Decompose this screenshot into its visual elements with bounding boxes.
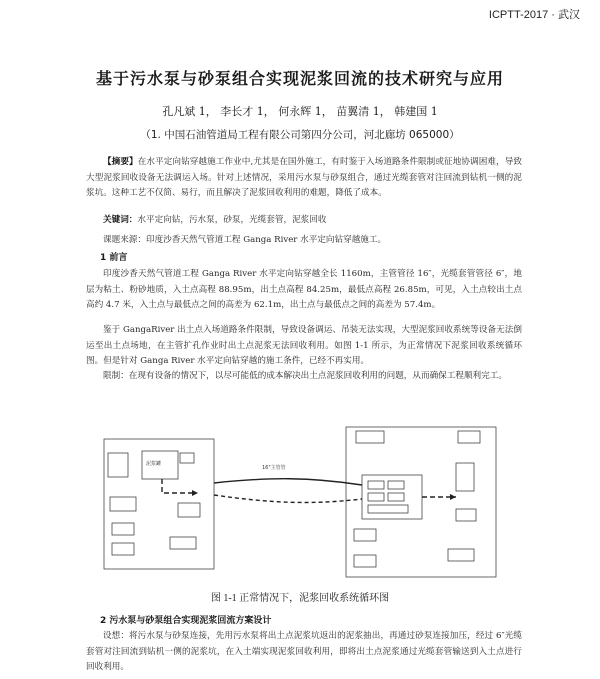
funding-source bbox=[86, 233, 522, 249]
abstract-text: 在水平定向钻穿越施工作业中,尤其是在国外施工，有时鉴于入场道路条件限制或征地协调困难，导致大型泥浆回收设备无法调运入场。针对上述情况，采用污水泵与砂泵组合，通过光缆套管对注回流到钻机一侧的泥浆坑。这种工艺不仅简、易行，而且解决了泥浆回收利用的难题，降低了成本。 bbox=[86, 157, 522, 198]
pipe-label: 16"主管管 bbox=[262, 465, 286, 471]
right-unit-c bbox=[368, 493, 384, 501]
conference-header: ICPTT-2017 · 武汉 bbox=[488, 9, 580, 21]
source-text: 印度沙香天然气管道工程 Ganga River 水平定向钻穿越施工。 bbox=[145, 235, 387, 245]
entry-site-area bbox=[104, 439, 214, 569]
arrow-right bbox=[450, 494, 456, 500]
left-return-line bbox=[162, 479, 192, 493]
abstract bbox=[86, 155, 522, 202]
right-unit-e bbox=[368, 505, 408, 513]
right-unit-f bbox=[456, 509, 476, 521]
left-control-box bbox=[180, 453, 194, 463]
cable-casing-line bbox=[214, 495, 362, 502]
mud-circulation-diagram bbox=[100, 425, 500, 583]
right-unit-g bbox=[354, 529, 376, 541]
right-tank-top bbox=[356, 431, 384, 443]
left-unit-b bbox=[112, 523, 134, 535]
affiliation: （1. 中国石油管道局工程有限公司第四分公司，河北廊坊 065000） bbox=[140, 129, 460, 141]
left-unit-c bbox=[112, 543, 134, 555]
exit-site-area bbox=[346, 427, 496, 577]
left-equipment bbox=[108, 453, 128, 477]
source-label: 课题来源： bbox=[103, 235, 146, 245]
section-1-paragraph-1: 印度沙香天然气管道工程 Ganga River 水平定向钻穿越全长 1160m，主管管径 16″，光缆套管管径 6″，地层为粘土、粉砂地质，入土点高程 88.95m，出土点高程 84.25m，最低点高程 26.85m，可见，入土点较出土点高约 4.7 米，入土点与最低点之间的高差为 62.1m，出土点与最低点之间的高差为 57.4m。 bbox=[86, 269, 522, 310]
figure-caption: 图 1-1 正常情况下，泥浆回收系统循环图 bbox=[210, 593, 390, 604]
tank-label: 泥浆罐 bbox=[146, 461, 162, 467]
right-unit-b bbox=[388, 481, 404, 489]
left-unit-a bbox=[110, 497, 136, 511]
section-2-paragraph-1: 设想：将污水泵与砂泵连接，先用污水泵将出土点泥浆坑返出的泥浆抽出，再通过砂泵连接加压，经过 6″光缆套管对注回流到钻机一侧的泥浆坑，在入土端实现泥浆回收利用，即将出土点泥浆通过光缆套管输送到入土点进行回收利用。 bbox=[86, 631, 522, 672]
authors: 孔凡斌 1， 李长才 1， 何永辉 1， 苗翼清 1， 韩建国 1 bbox=[162, 105, 438, 118]
flow-arrows bbox=[192, 490, 456, 500]
paper-title: 基于污水泵与砂泵组合实现泥浆回流的技术研究与应用 bbox=[95, 69, 504, 88]
right-pump bbox=[456, 463, 474, 491]
main-pipe-line bbox=[214, 479, 362, 485]
right-box-top bbox=[458, 431, 480, 443]
right-unit-d bbox=[388, 493, 404, 501]
right-unit-h bbox=[354, 555, 376, 567]
section-1-heading: 1 前言 bbox=[100, 253, 128, 263]
right-unit-a bbox=[368, 481, 384, 489]
keywords-label: 关键词： bbox=[103, 215, 138, 225]
section-1-paragraph-3: 限制：在现有设备的情况下，以尽可能低的成本解决出土点泥浆回收利用的问题，从而确保工程顺利完工。 bbox=[103, 371, 507, 381]
left-unit-d bbox=[178, 503, 200, 517]
section-2-heading: 2 污水泵与砂泵组合实现泥浆回流方案设计 bbox=[100, 616, 272, 626]
right-unit-i bbox=[448, 549, 474, 561]
abstract-label: 【摘要】 bbox=[103, 157, 138, 167]
right-recovery-system bbox=[362, 475, 422, 519]
keywords-text: 水平定向钻，污水泵，砂泵，光缆套管，泥浆回收 bbox=[137, 215, 327, 225]
keywords bbox=[86, 213, 522, 229]
arrow-left bbox=[192, 490, 198, 496]
left-unit-e bbox=[170, 537, 196, 549]
section-1-paragraph-2: 鉴于 GangaRiver 出土点入场道路条件限制，导致设备调运、吊装无法实现，大型泥浆回收系统等设备无法倒运至出土点场地，在主管扩孔作业时出土点泥浆无法回收利用。如图 1-1 所示，为正常情况下泥浆回收系统循环图。但是针对 Ganga River 水平定向钻穿越的施工条件，已经不再实用。 bbox=[86, 325, 522, 366]
